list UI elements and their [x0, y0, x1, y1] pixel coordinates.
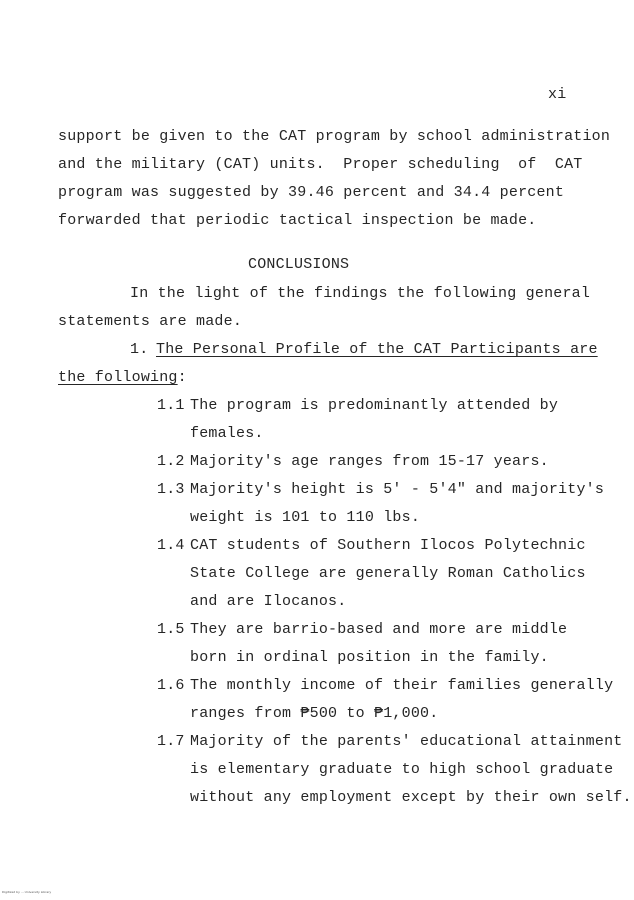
item-1-number: 1. [130, 341, 149, 358]
section-heading: CONCLUSIONS [248, 256, 350, 273]
item-1-title-cont [58, 369, 187, 387]
subitem-number: 1.7 [157, 733, 185, 750]
item-1-title: The Personal Profile of the CAT Participants are [156, 341, 598, 358]
lead-line: statements are made. [58, 313, 243, 330]
page-number: xi [548, 86, 567, 103]
subitem-number: 1.2 [157, 453, 185, 470]
intro-line: support be given to the CAT program by school administration [58, 128, 611, 145]
subitem-line: is elementary graduate to high school graduate [190, 761, 614, 778]
subitem-line: Majority's height is 5' - 5'4" and majority's [190, 481, 605, 498]
subitem-line: They are barrio-based and more are middle [190, 621, 568, 638]
footer-stamp: Digitized by ... University Library [2, 890, 52, 894]
subitem-line: CAT students of Southern Ilocos Polytechnic [190, 537, 586, 554]
subitem-line: ranges from ₱500 to ₱1,000. [190, 705, 439, 722]
subitem-line: weight is 101 to 110 lbs. [190, 509, 421, 526]
subitem-number: 1.1 [157, 397, 185, 414]
subitem-line: Majority's age ranges from 15-17 years. [190, 453, 549, 470]
item-1-title-underlined: the following [58, 369, 178, 386]
subitem-line: without any employment except by their own self. [190, 789, 632, 806]
subitem-number: 1.5 [157, 621, 185, 638]
item-1-colon: : [177, 369, 187, 386]
subitem-line: The monthly income of their families generally [190, 677, 614, 694]
lead-line: In the light of the findings the following general [130, 285, 591, 302]
subitem-line: State College are generally Roman Catholics [190, 565, 586, 582]
subitem-line: and are Ilocanos. [190, 593, 347, 610]
intro-line: and the military (CAT) units. Proper scheduling of CAT [58, 156, 583, 173]
intro-line: program was suggested by 39.46 percent and 34.4 percent [58, 184, 565, 201]
subitem-number: 1.3 [157, 481, 185, 498]
subitem-line: The program is predominantly attended by [190, 397, 559, 414]
intro-line: forwarded that periodic tactical inspection be made. [58, 212, 537, 229]
subitem-number: 1.4 [157, 537, 185, 554]
subitem-number: 1.6 [157, 677, 185, 694]
subitem-line: born in ordinal position in the family. [190, 649, 549, 666]
subitem-line: Majority of the parents' educational attainment [190, 733, 623, 750]
subitem-line: females. [190, 425, 264, 442]
